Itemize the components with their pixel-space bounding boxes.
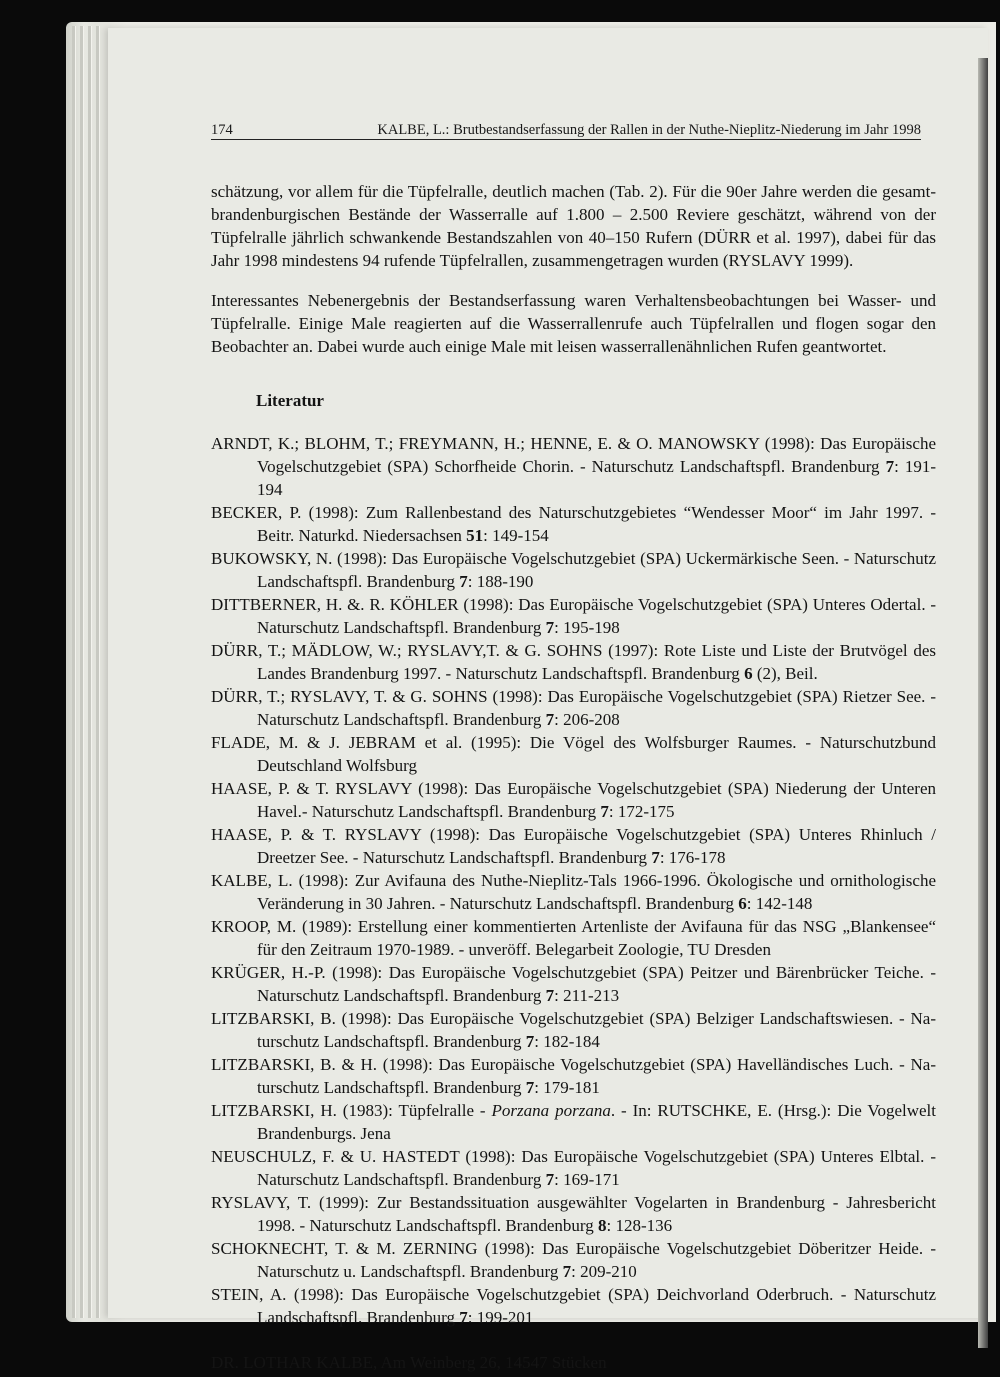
reference-pages: : 142-148 — [746, 894, 813, 913]
paragraph: schätzung, vor allem für die Tüpfelralle, deutlich machen (Tab. 2). Für die 90er Jahre werden die gesamtbrandenburgischen Bestände der Wasserralle auf 1.800 – 2.500 Reviere geschätzt, während von der Tüpfelralle jährlich schwankende Bestandszahlen von 40–150 Rufern (DÜRR et al. 1997), dabei für das Jahr 1998 mindestens 94 rufende Tüpfelrallen, zusammengetragen wurden (RYSLAVY 1999). — [211, 182, 936, 270]
reference-volume: 7 — [459, 1308, 468, 1327]
reference-entry — [211, 915, 936, 961]
reference-text: LITZBARSKI, B. & H. (1998): Das Europäische Vogelschutzgebiet (SPA) Havelländisches Luch. - Naturschutz Landschaftspfl. Brandenburg — [211, 1055, 936, 1097]
reference-entry — [211, 1099, 936, 1145]
reference-text: LITZBARSKI, B. (1998): Das Europäische Vogelschutzgebiet (SPA) Belziger Landschaftswiesen. - Naturschutz Landschaftspfl. Brandenburg — [211, 1009, 936, 1051]
reference-text: STEIN, A. (1998): Das Europäische Vogelschutzgebiet (SPA) Deichvorland Oderbruch. - Naturschutz Landschaftspfl. Brandenburg — [211, 1285, 936, 1327]
reference-volume: 6 — [738, 894, 747, 913]
reference-volume: 6 — [744, 664, 753, 683]
reference-text: HAASE, P. & T. RYSLAVY (1998): Das Europäische Vogelschutzgebiet (SPA) Niederung der Unteren Havel.- Naturschutz Landschaftspfl. Brandenburg — [211, 779, 936, 821]
reference-entry — [211, 639, 936, 685]
reference-pages: : 172-175 — [608, 802, 675, 821]
reference-entry — [211, 501, 936, 547]
reference-list — [211, 432, 936, 1329]
page-edge — [88, 26, 92, 1318]
reference-text: KRÜGER, H.-P. (1998): Das Europäische Vogelschutzgebiet (SPA) Peitzer und Bärenbrücker Teiche. - Naturschutz Landschaftspfl. Brandenburg — [211, 963, 936, 1005]
reference-entry — [211, 593, 936, 639]
reference-volume: 7 — [562, 1262, 572, 1281]
reference-entry — [211, 1237, 936, 1283]
reference-entry — [211, 547, 936, 593]
reference-pages: : 188-190 — [467, 572, 534, 591]
reference-entry — [211, 432, 936, 501]
reference-volume: 7 — [651, 848, 660, 867]
reference-volume: 7 — [525, 1032, 535, 1051]
page-edge — [80, 26, 84, 1318]
reference-volume: 7 — [600, 802, 609, 821]
reference-entry — [211, 1053, 936, 1099]
reference-volume: 7 — [545, 1170, 555, 1189]
page-edge — [96, 26, 100, 1318]
reference-pages: : 199-201 — [467, 1308, 534, 1327]
reference-text: HAASE, P. & T. RYSLAVY (1998): Das Europäische Vogelschutzgebiet (SPA) Unteres Rhinluch / Dreetzer See. - Naturschutz Landschaftspfl. Brandenburg — [211, 825, 936, 867]
reference-entry — [211, 1007, 936, 1053]
reference-text: SCHOKNECHT, T. & M. ZERNING (1998): Das Europäische Vogelschutzgebiet Döberitzer Heide. - Naturschutz u. Landschaftspfl. Brandenburg — [211, 1239, 936, 1281]
reference-text: FLADE, M. & J. JEBRAM et al. (1995): Die Vögel des Wolfsburger Raumes. - Naturschutzbund Deutschland Wolfsburg — [211, 733, 936, 775]
reference-text: ARNDT, K.; BLOHM, T.; FREYMANN, H.; HENNE, E. & O. MANOWSKY (1998): Das Europäische Vogelschutzgebiet (SPA) Schorfheide Chorin. - Naturschutz Landschaftspfl. Brandenburg — [211, 434, 936, 476]
reference-entry — [211, 1145, 936, 1191]
reference-volume: 7 — [885, 457, 895, 476]
reference-pages: (2), Beil. — [752, 664, 818, 683]
reference-pages: : 149-154 — [483, 526, 549, 545]
running-head — [211, 121, 921, 140]
reference-text: . - In: RUTSCHKE, E. (Hrsg.): Die Vogelwelt Brandenburgs. Jena — [257, 1101, 936, 1143]
reference-text: DÜRR, T.; MÄDLOW, W.; RYSLAVY,T. & G. SOHNS (1997): Rote Liste und Liste der Brutvögel des Landes Brandenburg 1997. - Naturschutz Landschaftspfl. Brandenburg — [211, 641, 936, 683]
reference-pages: : 206-208 — [554, 710, 620, 729]
reference-text: KROOP, M. (1989): Erstellung einer kommentierten Artenliste der Avifauna für das NSG „Blankensee“ für den Zeitraum 1970-1989. - unveröff. Belegarbeit Zoologie, TU Dresden — [211, 917, 936, 959]
reference-text: LITZBARSKI, H. (1983): Tüpfelralle - — [211, 1101, 492, 1120]
reference-entry — [211, 961, 936, 1007]
reference-text: BECKER, P. (1998): Zum Rallenbestand des Naturschutzgebietes “Wendesser Moor“ im Jahr 1997. - Beitr. Naturkd. Niedersachsen — [211, 503, 936, 545]
reference-entry — [211, 869, 936, 915]
author-address: DR. LOTHAR KALBE, Am Weinberg 26, 14547 Stücken — [211, 1353, 607, 1372]
page-binding-shadow — [978, 58, 988, 1348]
reference-pages: : 211-213 — [554, 986, 620, 1005]
reference-pages: : 179-181 — [534, 1078, 600, 1097]
reference-pages: : 128-136 — [606, 1216, 673, 1235]
paragraph: Interessantes Nebenergebnis der Bestandserfassung waren Verhaltensbeobachtungen bei Wasser- und Tüpfelralle. Einige Male reagierten auf die Wasserrallenrufe auch Tüpfelrallen und flogen sogar den Beobachter an. Dabei wurde auch einige Male mit leisen wasserrallenähnlichen Rufen geantwortet. — [211, 291, 936, 356]
reference-volume: 8 — [598, 1216, 607, 1235]
page-edge — [72, 26, 76, 1318]
reference-entry — [211, 823, 936, 869]
literature-heading: Literatur — [256, 391, 324, 410]
reference-pages: : 182-184 — [534, 1032, 600, 1051]
reference-volume: 7 — [545, 710, 555, 729]
article-body — [211, 180, 936, 1374]
reference-entry — [211, 1283, 936, 1329]
reference-entry — [211, 1191, 936, 1237]
reference-pages: : 209-210 — [571, 1262, 637, 1281]
reference-text: RYSLAVY, T. (1999): Zur Bestandssituation ausgewählter Vogelarten in Brandenburg - Jahresbericht 1998. - Naturschutz Landschaftspfl. Brandenburg — [211, 1193, 936, 1235]
reference-volume: 7 — [459, 572, 468, 591]
reference-entry — [211, 777, 936, 823]
reference-pages: : 176-178 — [659, 848, 726, 867]
reference-text: NEUSCHULZ, F. & U. HASTEDT (1998): Das Europäische Vogelschutzgebiet (SPA) Unteres Elbtal. - Naturschutz Landschaftspfl. Brandenburg — [211, 1147, 936, 1189]
reference-volume: 51 — [466, 526, 484, 545]
reference-volume: 7 — [545, 986, 555, 1005]
reference-pages: : 191-194 — [257, 457, 937, 499]
reference-entry — [211, 685, 936, 731]
reference-text: KALBE, L. (1998): Zur Avifauna des Nuthe-Nieplitz-Tals 1966-1996. Ökologische und ornithologische Veränderung in 30 Jahren. - Naturschutz Landschaftspfl. Brandenburg — [211, 871, 936, 913]
reference-pages: : 195-198 — [554, 618, 620, 637]
reference-text: DITTBERNER, H. &. R. KÖHLER (1998): Das Europäische Vogelschutzgebiet (SPA) Unteres Odertal. - Naturschutz Landschaftspfl. Brandenburg — [211, 595, 936, 637]
reference-species-name: Porzana porzana — [491, 1101, 611, 1120]
reference-volume: 7 — [545, 618, 555, 637]
reference-text: BUKOWSKY, N. (1998): Das Europäische Vogelschutzgebiet (SPA) Uckermärkische Seen. - Naturschutz Landschaftspfl. Brandenburg — [211, 549, 936, 591]
reference-volume: 7 — [525, 1078, 535, 1097]
reference-entry — [211, 731, 936, 777]
page-number: 174 — [211, 122, 233, 138]
reference-pages: : 169-171 — [554, 1170, 620, 1189]
reference-text: DÜRR, T.; RYSLAVY, T. & G. SOHNS (1998): Das Europäische Vogelschutzgebiet (SPA) Rietzer See. - Naturschutz Landschaftspfl. Brandenburg — [211, 687, 936, 729]
running-title: KALBE, L.: Brutbestandserfassung der Rallen in der Nuthe-Nieplitz-Niederung im Jahr 1998 — [377, 122, 921, 138]
